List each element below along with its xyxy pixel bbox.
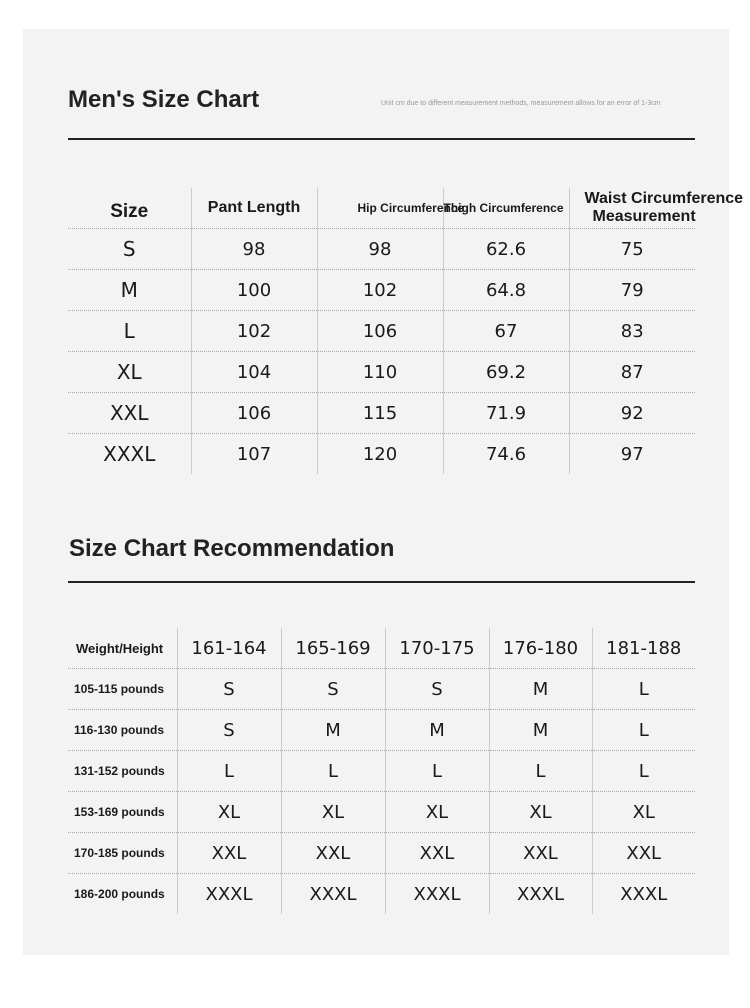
recommended-size-cell: S: [281, 669, 385, 710]
measurement-note: Unit cm due to different measurement methods, measurement allows for an error of 1-3cm: [381, 100, 661, 107]
recommendation-divider: [68, 581, 695, 583]
recommended-size-cell: L: [489, 751, 592, 792]
size-chart-divider: [68, 138, 695, 140]
size-cell: XXL: [68, 393, 191, 434]
recommended-size-cell: L: [385, 751, 489, 792]
header-thigh: Thigh Circumference: [443, 188, 569, 229]
recommended-size-cell: XL: [177, 792, 281, 833]
header-pant-length: Pant Length: [191, 188, 317, 229]
recommendation-header-row: [68, 628, 695, 669]
recommended-size-cell: XXXL: [385, 874, 489, 915]
recommended-size-cell: XXL: [592, 833, 695, 874]
height-header: 161-164: [177, 628, 281, 669]
table-row: [68, 311, 695, 352]
recommended-size-cell: L: [592, 710, 695, 751]
table-row: [68, 229, 695, 270]
recommended-size-cell: XL: [592, 792, 695, 833]
recommended-size-cell: S: [177, 710, 281, 751]
hip-cell: 115: [317, 393, 443, 434]
header-size: Size: [110, 201, 149, 222]
pant-length-cell: 102: [191, 311, 317, 352]
weight-label: 153-169 pounds: [68, 792, 177, 833]
hip-cell: 106: [317, 311, 443, 352]
pant-length-cell: 100: [191, 270, 317, 311]
height-header: 176-180: [489, 628, 592, 669]
thigh-cell: 64.8: [443, 270, 569, 311]
weight-height-header: Weight/Height: [76, 640, 164, 656]
waist-cell: 87: [569, 352, 695, 393]
thigh-cell: 67: [443, 311, 569, 352]
size-cell: M: [68, 270, 191, 311]
weight-label: 116-130 pounds: [68, 710, 177, 751]
hip-cell: 98: [317, 229, 443, 270]
pant-length-cell: 98: [191, 229, 317, 270]
table-row: [68, 751, 695, 792]
size-chart-table: [68, 188, 744, 474]
size-cell: XL: [68, 352, 191, 393]
recommendation-title: Size Chart Recommendation: [69, 535, 395, 562]
recommended-size-cell: XL: [489, 792, 592, 833]
table-row: [68, 792, 695, 833]
size-chart-title: Men's Size Chart: [68, 86, 260, 113]
table-row: [68, 669, 695, 710]
recommended-size-cell: XXL: [281, 833, 385, 874]
recommended-size-cell: M: [385, 710, 489, 751]
header-waist-line2: Measurement: [592, 208, 696, 225]
recommendation-table: [68, 628, 695, 914]
recommended-size-cell: XL: [385, 792, 489, 833]
recommended-size-cell: L: [281, 751, 385, 792]
thigh-cell: 69.2: [443, 352, 569, 393]
recommended-size-cell: S: [385, 669, 489, 710]
size-cell: S: [68, 229, 191, 270]
height-header: 170-175: [385, 628, 489, 669]
table-row: [68, 352, 695, 393]
weight-label: 186-200 pounds: [68, 874, 177, 915]
hip-cell: 110: [317, 352, 443, 393]
weight-label: 170-185 pounds: [68, 833, 177, 874]
recommended-size-cell: L: [592, 751, 695, 792]
recommended-size-cell: XXXL: [489, 874, 592, 915]
weight-label: 105-115 pounds: [68, 669, 177, 710]
recommended-size-cell: S: [177, 669, 281, 710]
recommended-size-cell: L: [177, 751, 281, 792]
table-row: [68, 434, 695, 475]
size-chart-header-row: [68, 188, 695, 229]
table-row: [68, 270, 695, 311]
thigh-cell: 62.6: [443, 229, 569, 270]
size-cell: XXXL: [68, 434, 191, 475]
height-header: 165-169: [281, 628, 385, 669]
table-row: [68, 393, 695, 434]
recommended-size-cell: XXL: [385, 833, 489, 874]
waist-cell: 75: [569, 229, 695, 270]
recommended-size-cell: XL: [281, 792, 385, 833]
recommended-size-cell: XXXL: [177, 874, 281, 915]
thigh-cell: 74.6: [443, 434, 569, 475]
recommended-size-cell: M: [489, 710, 592, 751]
recommended-size-cell: XXL: [177, 833, 281, 874]
pant-length-cell: 104: [191, 352, 317, 393]
recommended-size-cell: M: [281, 710, 385, 751]
header-waist: [569, 188, 744, 229]
hip-cell: 120: [317, 434, 443, 475]
pant-length-cell: 106: [191, 393, 317, 434]
table-row: [68, 874, 695, 915]
size-cell: L: [68, 311, 191, 352]
waist-cell: 83: [569, 311, 695, 352]
waist-cell: 97: [569, 434, 695, 475]
table-row: [68, 833, 695, 874]
thigh-cell: 71.9: [443, 393, 569, 434]
recommended-size-cell: L: [592, 669, 695, 710]
hip-cell: 102: [317, 270, 443, 311]
recommended-size-cell: M: [489, 669, 592, 710]
recommended-size-cell: XXL: [489, 833, 592, 874]
weight-label: 131-152 pounds: [68, 751, 177, 792]
height-header: 181-188: [592, 628, 695, 669]
recommended-size-cell: XXXL: [592, 874, 695, 915]
header-hip: Hip Circumference: [317, 188, 443, 229]
pant-length-cell: 107: [191, 434, 317, 475]
table-row: [68, 710, 695, 751]
header-waist-line1: Waist Circumference: [584, 190, 744, 207]
recommended-size-cell: XXXL: [281, 874, 385, 915]
waist-cell: 79: [569, 270, 695, 311]
waist-cell: 92: [569, 393, 695, 434]
